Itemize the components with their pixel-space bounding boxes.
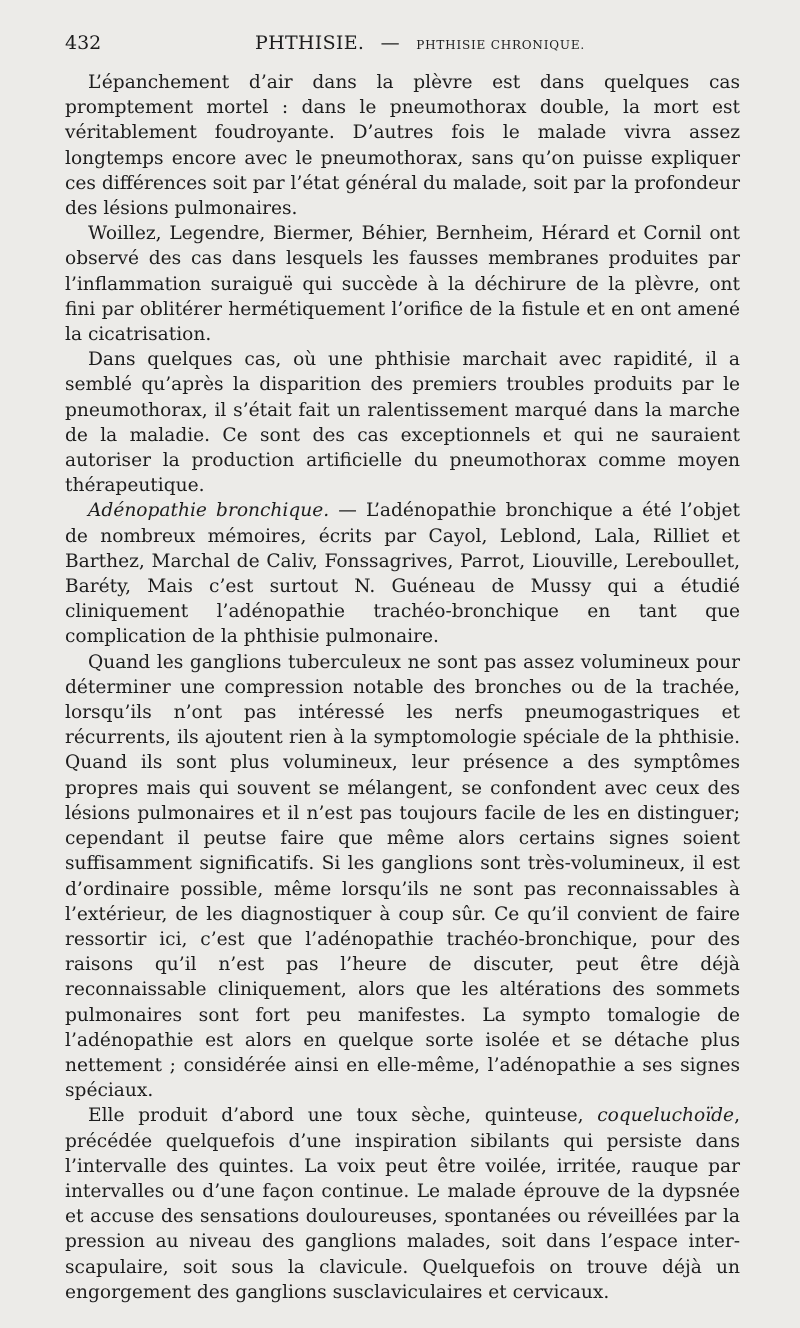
emphasis-coqueluchoide: coqueluchoïde: [597, 1105, 735, 1127]
body-text: [65, 70, 740, 1305]
paragraph-4-text: — L’adénopathie bronchique a été l’objet de nombreux mémoires, écrits par Cayol, Leblond, Lala, Rilliet et Barthez, Marchal de Caliv, Fonssagrives, Parrot, Liouville, Lereboullet, Baréty, Mais c’est surtout N. Guéneau de Mussy qui a étudié cliniquement l’adénopathie trachéo-bronchique en tant que complication de la phthisie pulmonaire.: [65, 500, 740, 648]
paragraph-1: L’épanchement d’air dans la plèvre est dans quelques cas promptement mortel : dans le pneumothorax double, la mort est véritablement foudroyante. D’autres fois le malade vivra assez longtemps encore avec le pneumothorax, sans qu’on puisse expliquer ces différences soit par l’état général du malade, soit par la profondeur des lésions pulmonaires.: [65, 72, 740, 220]
paragraph-5: Quand les ganglions tuberculeux ne sont pas assez volumineux pour déterminer une compression notable des bronches ou de la trachée, lorsqu’ils n’ont pas intéressé les nerfs pneumogastriques et récurrents, ils ajoutent rien à la symptomologie spéciale de la phthisie. Quand ils sont plus volumineux, leur présence a des symptômes propres mais qui souvent se mélangent, se confondent avec ceux des lésions pulmonaires et il n’est pas toujours facile de les en distinguer; cependant il peutse faire que même alors certains signes soient suffisamment significatifs. Si les ganglions sont très-volumineux, il est d’ordinaire possible, même lorsqu’ils ne sont pas reconnaissables à l’extérieur, de les diagnostiquer à coup sûr. Ce qu’il convient de faire ressortir ici, c’est que l’adénopathie trachéo-bronchique, pour des raisons qu’il n’est pas l’heure de discuter, peut être déjà reconnaissable cliniquement, alors que les altérations des sommets pulmonaires sont fort peu manifestes. La sympto tomalogie de l’adénopathie est alors en quelque sorte isolée et se détache plus nettement ; considérée ainsi en elle-même, l’adénopathie a ses signes spéciaux.: [65, 651, 740, 1102]
running-title: [255, 32, 585, 54]
paragraph-2: Woillez, Legendre, Biermer, Béhier, Bernheim, Hérard et Cornil ont observé des cas dans lesquels les fausses membranes produites par l’inflammation suraiguë qui succède à la déchirure de la plèvre, ont fini par oblitérer hermétiquement l’orifice de la fistule et en ont amené la cicatrisation.: [65, 223, 740, 346]
paragraph-6: [65, 1103, 740, 1305]
running-title-separator: —: [380, 32, 400, 54]
paragraph-4: [65, 498, 740, 649]
running-title-main: PHTHISIE.: [255, 32, 365, 54]
page-number: 432: [65, 32, 102, 54]
paragraph-6-text-before: Elle produit d’abord une toux sèche, quinteuse,: [88, 1105, 598, 1127]
running-header: [65, 32, 740, 60]
paragraph-3: Dans quelques cas, où une phthisie marchait avec rapidité, il a semblé qu’après la disparition des premiers troubles produits par le pneumothorax, il s’était fait un ralentissement marqué dans la marche de la maladie. Ce sont des cas exceptionnels et qui ne sauraient autoriser la production artificielle du pneumothorax comme moyen thérapeutique.: [65, 349, 740, 497]
paragraph-6-text-after: , précédée quelquefois d’une inspiration sibilants qui persiste dans l’intervalle des quintes. La voix peut être voilée, irritée, rauque par intervalles ou d’une façon continue. Le malade éprouve de la dypsnée et accuse des sensations douloureuses, spontanées ou réveillées par la pression au niveau des ganglions malades, soit dans l’espace inter-scapulaire, soit sous la clavicule. Quelquefois on trouve déjà un engorgement des ganglions susclaviculaires et cervicaux.: [65, 1105, 740, 1303]
section-label-adenopathie: Adénopathie bronchique.: [88, 500, 330, 522]
running-title-subtitle: PHTHISIE CHRONIQUE.: [416, 38, 586, 52]
